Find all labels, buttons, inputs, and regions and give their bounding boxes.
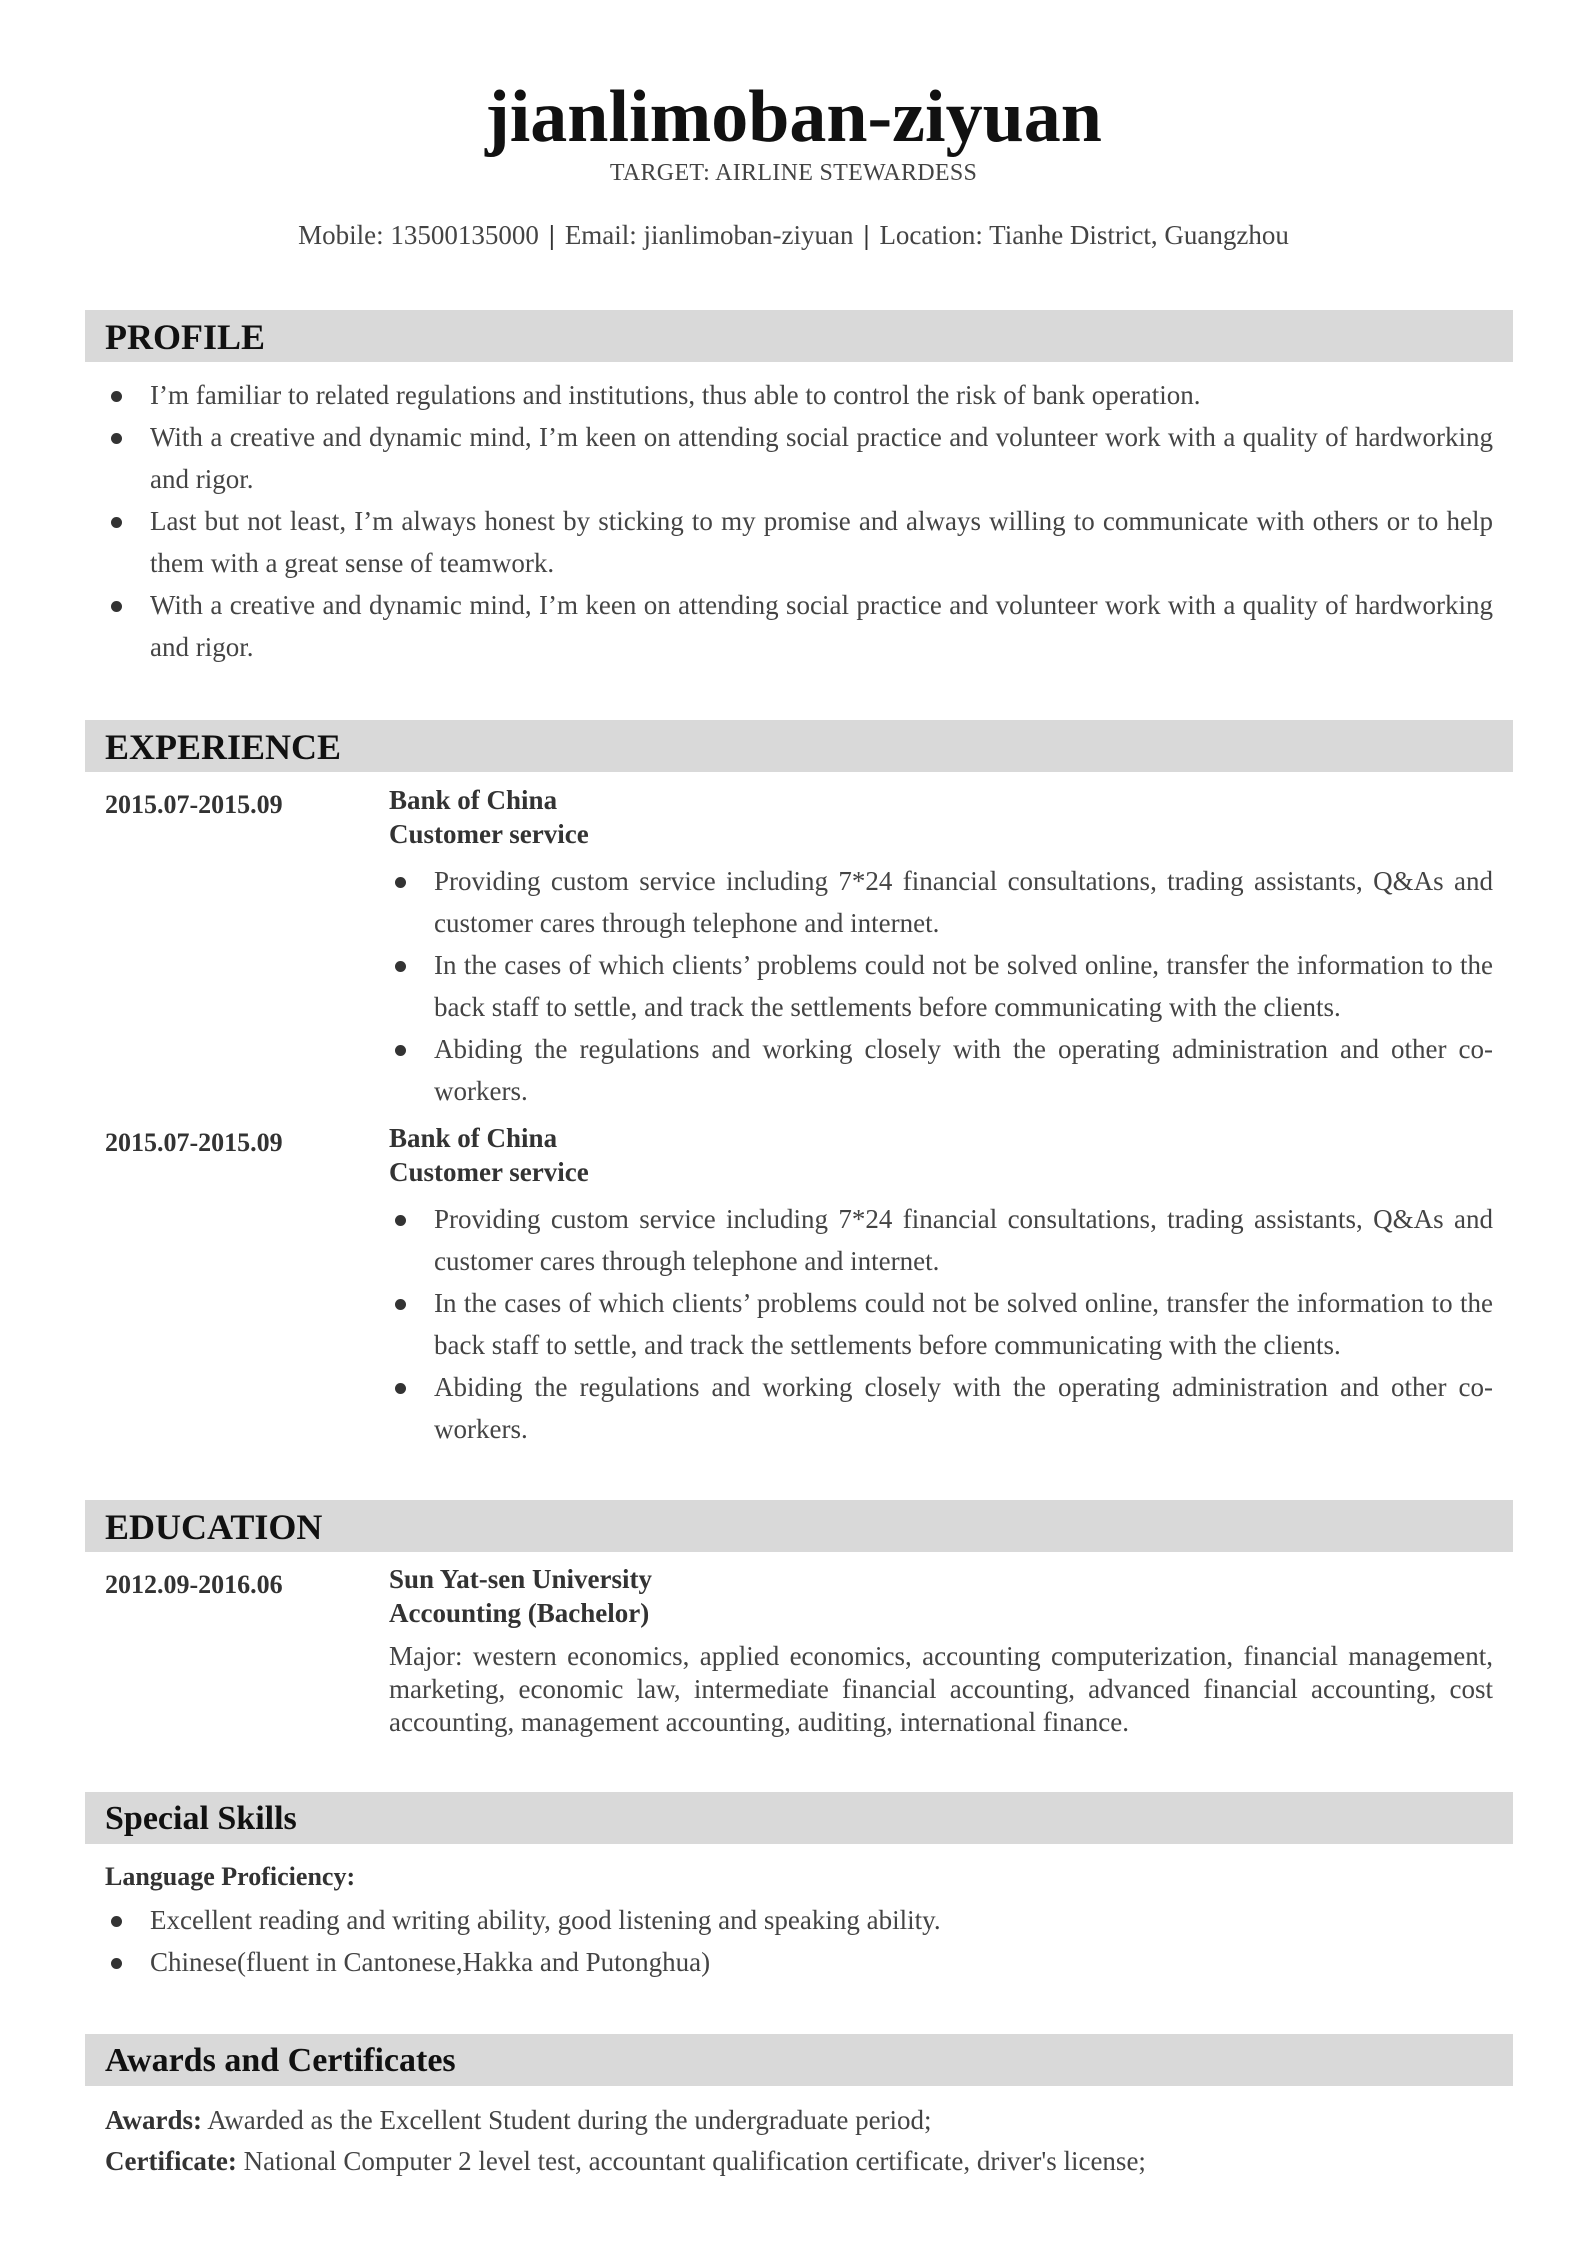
experience-date: 2015.07-2015.09 <box>105 1128 283 1157</box>
education-date: 2012.09-2016.06 <box>105 1570 283 1599</box>
bullet-icon <box>111 1916 122 1927</box>
section-title: EXPERIENCE <box>105 727 342 767</box>
contact-email: Email: jianlimoban-ziyuan <box>564 220 854 250</box>
section-header-awards <box>85 2034 1513 2086</box>
experience-role: Customer service <box>389 1157 589 1187</box>
profile-list <box>105 374 1493 668</box>
experience-duties <box>389 1198 1493 1450</box>
certificate-line <box>105 2141 1146 2181</box>
bullet-icon <box>395 1383 406 1394</box>
certificate-label: Certificate: <box>105 2146 237 2176</box>
bullet-icon <box>111 601 122 612</box>
list-item: I’m familiar to related regulations and institutions, thus able to control the risk of bank operation. <box>105 374 1493 416</box>
list-item: Excellent reading and writing ability, good listening and speaking ability. <box>105 1899 1493 1941</box>
awards-line <box>105 2100 932 2140</box>
list-item: Abiding the regulations and working closely with the operating administration and other co-workers. <box>389 1028 1493 1112</box>
bullet-icon <box>111 433 122 444</box>
job-target: TARGET: AIRLINE STEWARDESS <box>609 160 978 186</box>
experience-duties <box>389 860 1493 1112</box>
skills-subtitle: Language Proficiency: <box>105 1862 356 1891</box>
experience-role: Customer service <box>389 819 589 849</box>
bullet-icon <box>111 517 122 528</box>
section-title: EDUCATION <box>105 1507 323 1547</box>
section-header-education <box>85 1500 1513 1552</box>
experience-company: Bank of China <box>389 1123 558 1153</box>
contact-separator: | <box>863 220 870 250</box>
skills-list <box>105 1899 1493 1983</box>
bullet-icon <box>395 877 406 888</box>
list-item: In the cases of which clients’ problems could not be solved online, transfer the information to the back staff to settle, and track the settlements before communicating with the clients. <box>389 944 1493 1028</box>
bullet-icon <box>395 961 406 972</box>
contact-mobile: Mobile: 13500135000 <box>298 220 539 250</box>
education-school: Sun Yat-sen University <box>389 1564 653 1594</box>
list-item: In the cases of which clients’ problems could not be solved online, transfer the information to the back staff to settle, and track the settlements before communicating with the clients. <box>389 1282 1493 1366</box>
section-header-experience <box>85 720 1513 772</box>
list-item: Providing custom service including 7*24 financial consultations, trading assistants, Q&As and customer cares through telephone and internet. <box>389 860 1493 944</box>
list-item: Abiding the regulations and working closely with the operating administration and other co-workers. <box>389 1366 1493 1450</box>
awards-text: Awarded as the Excellent Student during the undergraduate period; <box>202 2105 932 2135</box>
candidate-name: jianlimoban-ziyuan <box>485 76 1102 158</box>
contact-separator: | <box>548 220 555 250</box>
bullet-icon <box>395 1299 406 1310</box>
section-title: Awards and Certificates <box>105 2042 456 2079</box>
bullet-icon <box>395 1215 406 1226</box>
education-major: Major: western economics, applied economics, accounting computerization, financial management, marketing, economic law, intermediate financial accounting, advanced financial accounting, cost accounting, management accounting, auditing, international finance. <box>389 1641 1493 1737</box>
list-item: With a creative and dynamic mind, I’m keen on attending social practice and volunteer work with a quality of hardworking and rigor. <box>105 416 1493 500</box>
experience-company: Bank of China <box>389 785 558 815</box>
section-title: Special Skills <box>105 1800 297 1837</box>
list-item: Last but not least, I’m always honest by sticking to my promise and always willing to communicate with others or to help them with a great sense of teamwork. <box>105 500 1493 584</box>
list-item: With a creative and dynamic mind, I’m keen on attending social practice and volunteer work with a quality of hardworking and rigor. <box>105 584 1493 668</box>
list-item: Chinese(fluent in Cantonese,Hakka and Putonghua) <box>105 1941 1493 1983</box>
awards-label: Awards: <box>105 2105 202 2135</box>
contact-line <box>0 220 1587 251</box>
section-header-skills <box>85 1792 1513 1844</box>
certificate-text: National Computer 2 level test, accountant qualification certificate, driver's license; <box>236 2146 1146 2176</box>
bullet-icon <box>395 1045 406 1056</box>
list-item: Providing custom service including 7*24 financial consultations, trading assistants, Q&As and customer cares through telephone and internet. <box>389 1198 1493 1282</box>
bullet-icon <box>111 391 122 402</box>
contact-location: Location: Tianhe District, Guangzhou <box>879 220 1289 250</box>
experience-date: 2015.07-2015.09 <box>105 790 283 819</box>
section-header-profile <box>85 310 1513 362</box>
bullet-icon <box>111 1958 122 1969</box>
section-title: PROFILE <box>105 317 266 357</box>
education-degree: Accounting (Bachelor) <box>389 1598 650 1628</box>
